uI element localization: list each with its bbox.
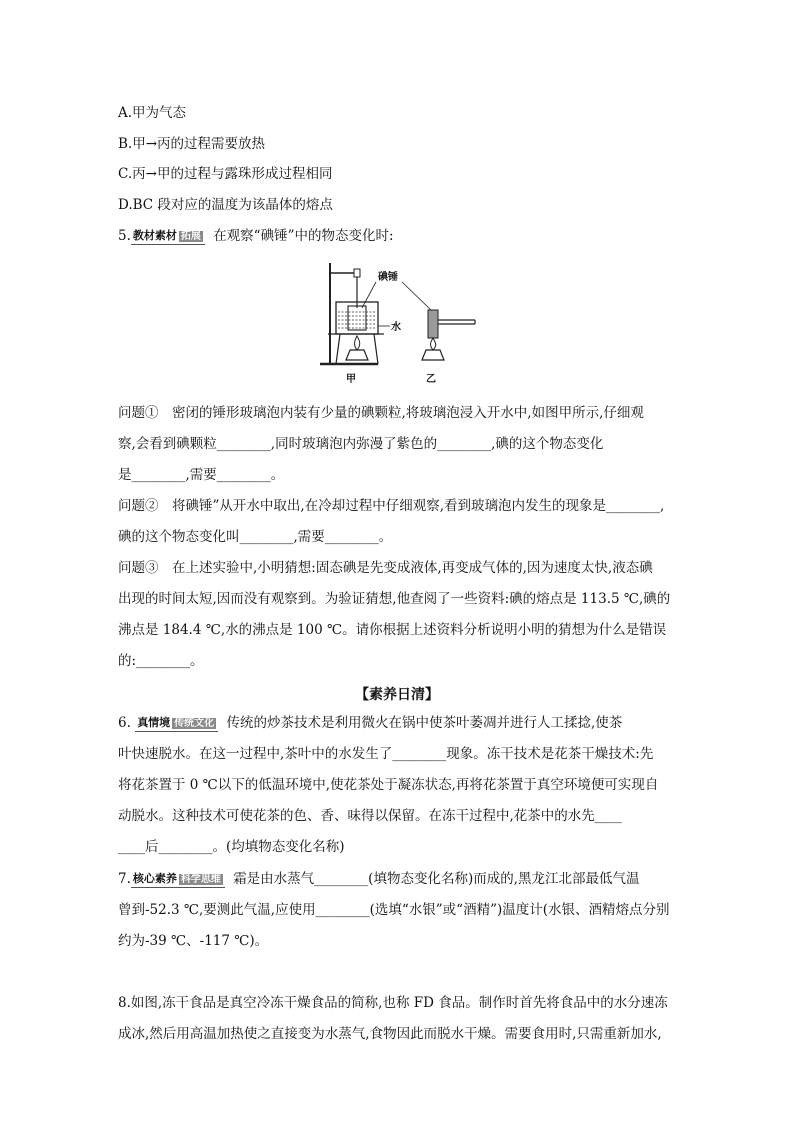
question-6-line-1 [118,713,622,733]
question-number: 6. [118,715,131,731]
question-5-part-3-line-3: 沸点是 184.4 ℃,水的沸点是 100 ℃。请你根据上述资料分析说明小明的猜想为什么是错误 [118,622,667,638]
flame-a [355,336,360,350]
badge-sub-text: 拓展 [180,231,201,242]
question-6-text: 传统的炒茶技术是利用微火在锅中使茶叶萎凋并进行人工揉捻,使茶 [226,715,623,731]
question-5-part-2-line-2: 碘的这个物态变化叫________,需要________。 [118,529,393,545]
badge-main-text: 核心素养 [132,872,177,885]
option-b: B.甲→丙的过程需要放热 [118,136,266,152]
option-d: D.BC 段对应的温度为该晶体的熔点 [118,197,333,213]
question-7-line-1 [118,869,640,889]
question-5-part-1-line-2: 察,会看到碘颗粒________,同时玻璃泡内弥漫了紫色的________,碘的这个物态变化 [118,436,604,452]
label-iodine-hammer: 碘锤 [378,272,398,283]
question-5-part-3-line-2: 出现的时间太短,因而没有观察到。为验证猜想,他查阅了一些资料:碘的熔点是 113.5 ℃,碘的 [118,591,671,607]
question-7-line-3: 约为-39 ℃、-117 ℃)。 [118,933,269,949]
question-5-stem: 在观察“碘锤”中的物态变化时: [213,228,394,244]
label-water: 水 [391,322,401,333]
badge-main-text: 教材素材 [132,229,177,242]
alcohol-lamp-b [422,350,444,360]
alcohol-lamp-a [346,350,368,360]
question-number: 7. [118,871,131,887]
question-7-line-2: 曾到-52.3 ℃,要测此气温,应使用________(选填“水银”或“酒精”)温度计(水银、酒精熔点分别 [118,902,670,918]
question-8-line-2: 成冰,然后用高温加热使之直接变为水蒸气,食物因此而脱水干燥。需要食用时,只需重新加水, [118,1026,662,1042]
question-7-text: 霜是由水蒸气________(填物态变化名称)而成的,黑龙江北部最低气温 [233,871,640,887]
label-yi: 乙 [426,374,436,385]
hammer-bulb-a [348,306,366,330]
question-number: 5. [118,228,131,244]
badge-main-text: 真情境 [137,716,171,729]
question-5-part-1-line-1: 问题① 密闭的锤形玻璃泡内装有少量的碘颗粒,将玻璃泡浸入开水中,如图甲所示,仔细观 [118,405,644,421]
water-hatch [338,312,376,328]
option-c: C.丙→甲的过程与露珠形成过程相同 [118,166,333,182]
question-6-line-5: ____后________。(均填物态变化名称) [118,839,345,855]
flame-b [431,338,436,350]
real-context-badge [135,715,218,732]
badge-sub-text: 科学思维 [180,874,221,885]
question-6-line-4: 动脱水。这种技术可使花茶的色、香、味得以保留。在冻干过程中,花茶中的水先____ [118,808,622,824]
question-5-part-3-line-4: 的:________。 [118,653,204,669]
question-6-line-2: 叶快速脱水。在这一过程中,茶叶中的水发生了________现象。冻干技术是花茶干燥技术:先 [118,746,654,762]
textbook-material-badge [131,228,205,245]
label-jia: 甲 [346,374,356,385]
question-6-line-3: 将花茶置于 0 ℃以下的低温环境中,使花茶处于凝冻状态,再将花茶置于真空环境便可实现自 [118,777,659,793]
question-5-part-2-line-1: 问题② 将碘锤”从开水中取出,在冷却过程中仔细观察,看到玻璃泡内发生的现象是________, [118,498,665,514]
section-title: 【素养日清】 [355,687,439,703]
question-5-part-3-line-1: 问题③ 在上述实验中,小明猜想:固态碘是先变成液体,再变成气体的,因为速度太快,液态碘 [118,560,653,576]
hammer-bulb-b [428,310,438,338]
question-8-line-1: 8.如图,冻干食品是真空冷冻干燥食品的简称,也称 FD 食品。制作时首先将食品中的水分速冻 [118,995,668,1011]
question-5-stem-line [118,226,394,246]
badge-sub-text: 传统文化 [174,718,215,729]
question-5-part-1-line-3: 是________,需要________。 [118,467,285,483]
iodine-hammer-figure [318,258,488,388]
core-literacy-badge [131,871,225,888]
option-a: A.甲为气态 [118,105,187,121]
